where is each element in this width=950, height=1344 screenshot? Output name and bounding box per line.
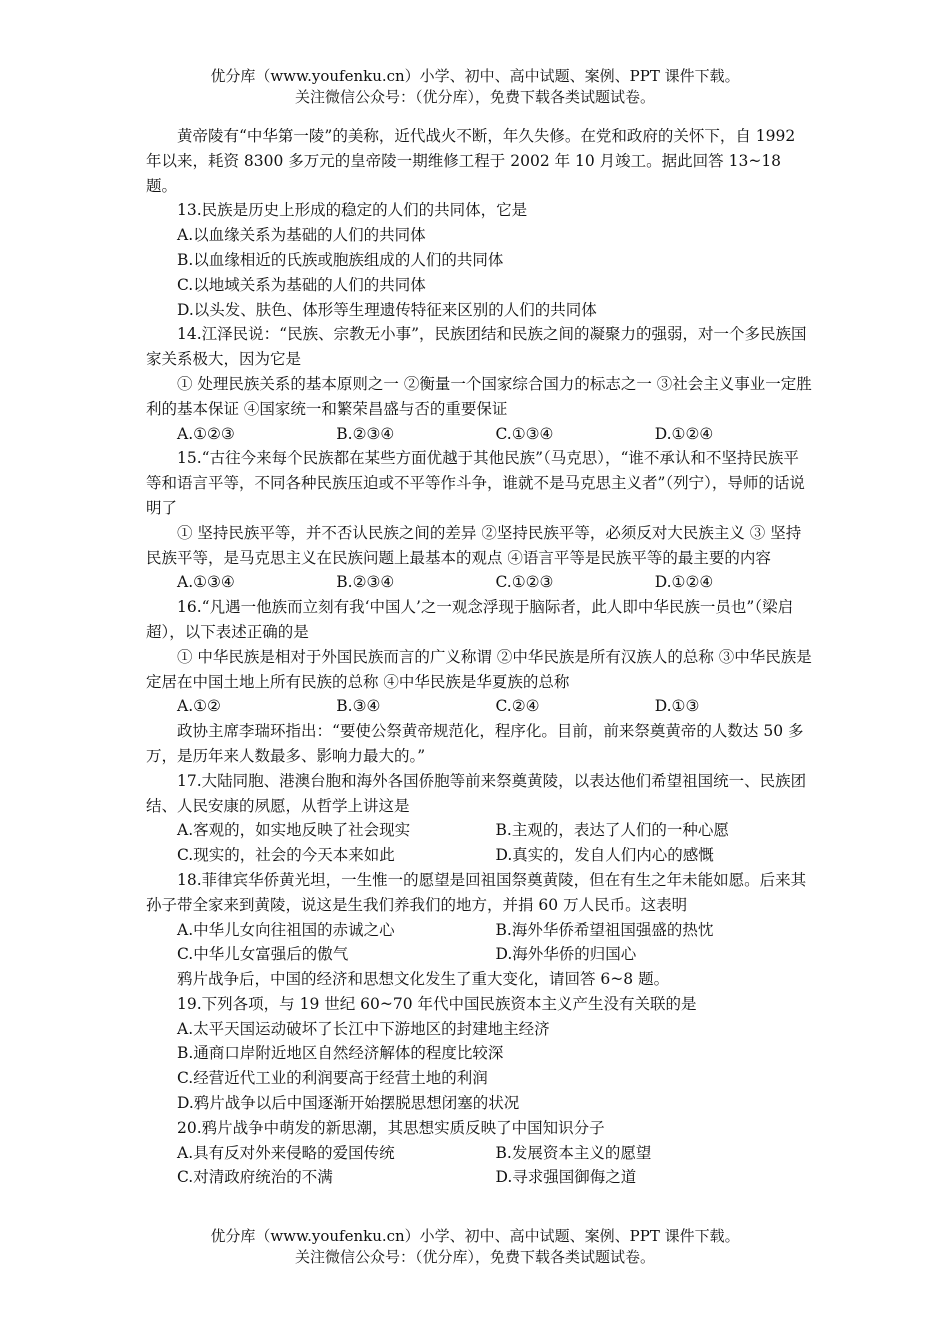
q14-option-c: C.①③④ [495, 424, 554, 443]
q18-stem: 18.菲律宾华侨黄光坦，一生惟一的愿望是回祖国祭奠黄陵，但在有生之年未能如愿。后来其孙子带全家来到黄陵，说这是生我们养我们的地方，并捐 60 万人民币。这表明 [146, 870, 807, 914]
q16-options [146, 694, 814, 719]
q17-options-row-1 [146, 818, 814, 843]
q15-option-b: B.②③④ [336, 573, 395, 592]
intro-paragraph-3: 鸦片战争后，中国的经济和思想文化发生了重大变化，请回答 6~8 题。 [177, 970, 670, 989]
q15-option-c: C.①②③ [495, 573, 554, 592]
q19-option-c: C.经营近代工业的利润要高于经营土地的利润 [177, 1069, 488, 1088]
q19-stem: 19.下列各项，与 19 世纪 60~70 年代中国民族资本主义产生没有关联的是 [177, 994, 697, 1013]
footer-line-2: 关注微信公众号：（优分库），免费下载各类试题试卷。 [294, 1248, 655, 1266]
q13-option-c: C.以地域关系为基础的人们的共同体 [177, 275, 426, 294]
q18-option-d: D.海外华侨的归国心 [495, 945, 637, 964]
q18-option-b: B.海外华侨希望祖国强盛的热忱 [495, 920, 714, 939]
q20-option-a: A.具有反对外来侵略的爱国传统 [177, 1143, 395, 1162]
q14-stem: 14.江泽民说：“民族、宗教无小事”，民族团结和民族之间的凝聚力的强弱，对一个多民族国家关系极大，因为它是 [146, 325, 807, 369]
q18-options-row-1 [146, 918, 814, 943]
q20-option-d: D.寻求强国御侮之道 [495, 1168, 637, 1187]
page-footer [0, 1226, 950, 1268]
q20-option-b: B.发展资本主义的愿望 [495, 1143, 652, 1162]
q18-options-row-2 [146, 942, 814, 967]
q16-items: ① 中华民族是相对于外国民族而言的广义称谓 ②中华民族是所有汉族人的总称 ③中华民族是定居在中国土地上所有民族的总称 ④中华民族是华夏族的总称 [146, 647, 812, 691]
intro-paragraph-2: 政协主席李瑞环指出：“要使公祭黄帝规范化，程序化。目前，前来祭奠黄帝的人数达 50 多万，是历年来人数最多、影响力最大的。” [146, 722, 804, 765]
q16-option-a: A.①② [177, 697, 221, 716]
exam-body [146, 124, 814, 1190]
q17-stem: 17.大陆同胞、港澳台胞和海外各国侨胞等前来祭奠黄陵，以表达他们希望祖国统一、民族团结、人民安康的夙愿，从哲学上讲这是 [146, 771, 807, 815]
q19-option-b: B.通商口岸附近地区自然经济解体的程度比较深 [177, 1044, 504, 1063]
q17-options-row-2 [146, 843, 814, 868]
q18-option-c: C.中华儿女富强后的傲气 [177, 945, 349, 964]
footer-line-1: 优分库（www.youfenku.cn）小学、初中、高中试题、案例、PPT 课件下载。 [210, 1227, 740, 1245]
q13-stem: 13.民族是历史上形成的稳定的人们的共同体，它是 [177, 201, 528, 220]
q15-options [146, 570, 814, 595]
q13-option-b: B.以血缘相近的氏族或胞族组成的人们的共同体 [177, 250, 504, 269]
q20-option-c: C.对清政府统治的不满 [177, 1168, 333, 1187]
q14-option-b: B.②③④ [336, 424, 395, 443]
q17-option-d: D.真实的，发自人们内心的感慨 [495, 846, 714, 865]
q15-stem: 15.“古往今来每个民族都在某些方面优越于其他民族”（马克思），“谁不承认和不坚持民族平等和语言平等，不同各种民族压迫或不平等作斗争，谁就不是马克思主义者”（列宁），导师的话说明了 [146, 449, 805, 517]
q15-option-a: A.①③④ [177, 573, 235, 592]
q14-options [146, 422, 814, 447]
q16-stem: 16.“凡遇一他族而立刻有我‘中国人’之一观念浮现于脑际者，此人即中华民族一员也”（梁启超），以下表述正确的是 [146, 598, 794, 641]
intro-paragraph-1: 黄帝陵有“中华第一陵”的美称，近代战火不断，年久失修。在党和政府的关怀下，自 1992 年以来，耗资 8300 多万元的皇帝陵一期维修工程于 2002 年 10 月竣工。据此回答 13~18 题。 [146, 127, 796, 195]
q18-option-a: A.中华儿女向往祖国的赤诚之心 [177, 920, 395, 939]
q14-option-d: D.①②④ [654, 424, 714, 443]
q19-option-d: D.鸦片战争以后中国逐渐开始摆脱思想闭塞的状况 [177, 1094, 520, 1113]
q20-options-row-2 [146, 1165, 814, 1190]
q20-options-row-1 [146, 1141, 814, 1166]
q19-option-a: A.太平天国运动破坏了长江中下游地区的封建地主经济 [177, 1019, 550, 1038]
q17-option-a: A.客观的，如实地反映了社会现实 [177, 821, 411, 840]
header-line-1: 优分库（www.youfenku.cn）小学、初中、高中试题、案例、PPT 课件下载。 [210, 67, 740, 85]
header-line-2: 关注微信公众号：（优分库），免费下载各类试题试卷。 [294, 88, 655, 106]
q15-option-d: D.①②④ [654, 573, 714, 592]
q16-option-d: D.①③ [654, 697, 700, 716]
q13-option-a: A.以血缘关系为基础的人们的共同体 [177, 226, 426, 245]
q20-stem: 20.鸦片战争中萌发的新思潮，其思想实质反映了中国知识分子 [177, 1118, 605, 1137]
q14-option-a: A.①②③ [177, 424, 235, 443]
q16-option-c: C.②④ [495, 697, 540, 716]
q16-option-b: B.③④ [336, 697, 381, 716]
q14-items: ① 处理民族关系的基本原则之一 ②衡量一个国家综合国力的标志之一 ③社会主义事业一定胜利的基本保证 ④国家统一和繁荣昌盛与否的重要保证 [146, 374, 812, 418]
q15-items: ① 坚持民族平等，并不否认民族之间的差异 ②坚持民族平等，必须反对大民族主义 ③ 坚持民族平等，是马克思主义在民族问题上最基本的观点 ④语言平等是民族平等的最主要的内容 [146, 523, 802, 567]
q17-option-c: C.现实的，社会的今天本来如此 [177, 846, 395, 865]
q13-option-d: D.以头发、肤色、体形等生理遗传特征来区别的人们的共同体 [177, 300, 597, 319]
q17-option-b: B.主观的，表达了人们的一种心愿 [495, 821, 729, 840]
page-header [0, 66, 950, 108]
